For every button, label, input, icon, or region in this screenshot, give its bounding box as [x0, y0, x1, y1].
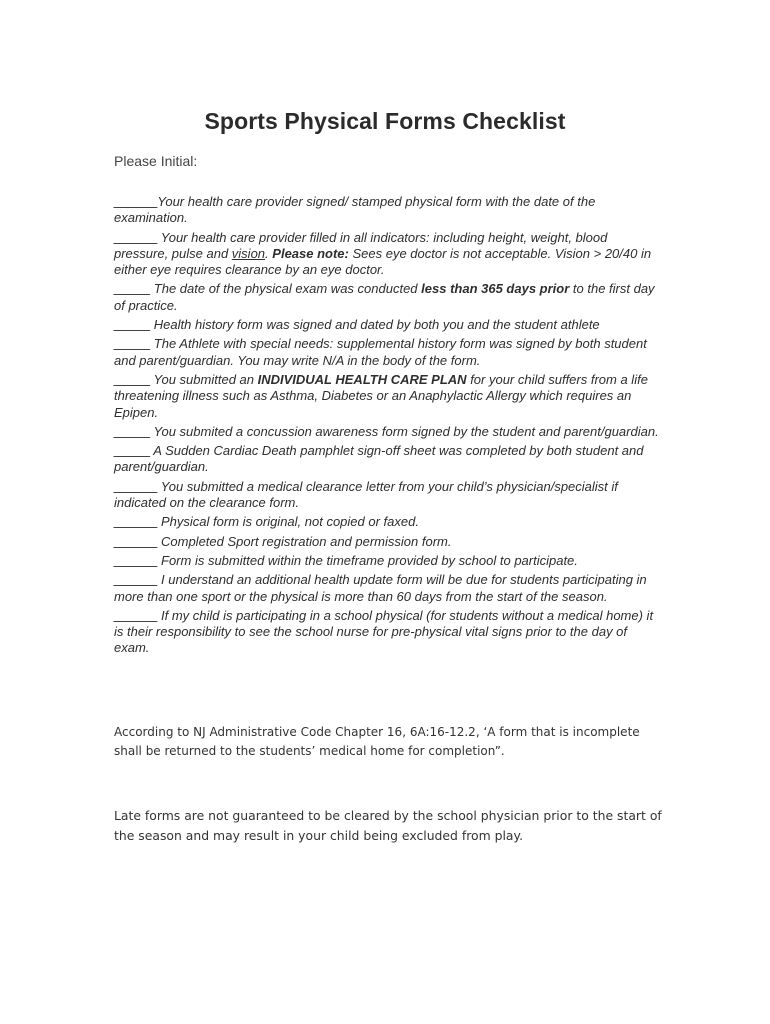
checklist-item [114, 336, 662, 369]
item-text: to the first day of practice. [114, 281, 655, 313]
checklist-item [114, 372, 662, 421]
item-text: You submitted a medical clearance letter from your child’s physician/specialist if indicated on the clearance form. [114, 478, 618, 511]
initial-blank[interactable]: ______ [114, 194, 158, 209]
initial-blank[interactable]: _____ [114, 336, 151, 352]
emphasis-text: INDIVIDUAL HEALTH CARE PLAN [257, 371, 467, 387]
item-text: Completed Sport registration and permission form. [157, 533, 452, 549]
initial-blank[interactable]: ______ [114, 478, 158, 494]
initial-blank[interactable]: ______ [114, 552, 158, 568]
item-text: Your health care provider filled in all indicators: including height, weight, blood pressure, pulse and [114, 229, 608, 261]
initial-blank[interactable]: ______ [114, 533, 158, 549]
item-text: The date of the physical exam was conducted [150, 281, 422, 297]
item-text: A Sudden Cardiac Death pamphlet sign-off sheet was completed by both student and parent/guardian. [114, 443, 644, 475]
item-text: Your health care provider signed/ stamped physical form with the date of the examination. [114, 194, 596, 226]
checklist-item [114, 514, 662, 530]
initial-blank[interactable]: ______ [114, 229, 158, 245]
item-text: If my child is participating in a school physical (for students without a medical home) it is their responsibility to see the school nurse for pre-physical vital signs prior to the day of exam. [114, 607, 654, 656]
item-text: The Athlete with special needs: supplemental history form was signed by both student and parent/guardian. You may write N/A in the body of the form. [114, 336, 647, 368]
checklist-item [114, 553, 662, 569]
initial-blank[interactable]: _____ [114, 371, 151, 387]
item-text: for your child suffers from a life threatening illness such as Asthma, Diabetes or an Anaphylactic Allergy which requires an Epipen. [114, 371, 648, 420]
checklist-item [114, 534, 662, 550]
late-forms-note: Late forms are not guaranteed to be cleared by the school physician prior to the start of the season and may result in your child being excluded from play. [114, 808, 662, 843]
page-title: Sports Physical Forms Checklist [204, 108, 566, 134]
item-text: You submitted an [150, 371, 258, 387]
item-text: . [265, 245, 273, 261]
checklist-item [114, 572, 662, 605]
initial-blank[interactable]: _____ [114, 423, 151, 439]
initial-blank[interactable]: _____ [114, 443, 151, 459]
checklist-item [114, 479, 662, 512]
underlined-text: vision [231, 245, 266, 261]
checklist-item [114, 424, 662, 440]
item-text: I understand an additional health update form will be due for students participating in more than one sport or the physical is more than 60 days from the start of the season. [114, 572, 647, 604]
item-text: Physical form is original, not copied or faxed. [157, 514, 419, 530]
item-text: Form is submitted within the timeframe provided by school to participate. [157, 552, 578, 568]
checklist-item [114, 281, 662, 314]
checklist-item [114, 194, 662, 227]
initial-blank[interactable]: ______ [114, 514, 158, 530]
item-text: You submited a concussion awareness form signed by the student and parent/guardian. [150, 423, 659, 439]
admin-code-note: According to NJ Administrative Code Chapter 16, 6A:16-12.2, ‘A form that is incomplete shall be returned to the students’ medical home for completion”. [114, 725, 640, 758]
emphasis-text: Please note: [272, 245, 349, 261]
checklist [114, 194, 662, 657]
checklist-item [114, 608, 662, 657]
checklist-item [114, 443, 662, 476]
initial-blank[interactable]: ______ [114, 607, 158, 623]
initial-blank[interactable]: ______ [114, 572, 158, 588]
initial-label: Please Initial: [114, 153, 198, 169]
item-text: Health history form was signed and dated by both you and the student athlete [150, 317, 600, 333]
initial-blank[interactable]: _____ [114, 317, 151, 333]
checklist-item [114, 230, 662, 279]
checklist-item [114, 317, 662, 333]
initial-blank[interactable]: _____ [114, 281, 151, 297]
emphasis-text: less than 365 days prior [421, 281, 570, 297]
item-text: Sees eye doctor is not acceptable. Vision > 20/40 in either eye requires clearance by an eye doctor. [114, 245, 652, 278]
